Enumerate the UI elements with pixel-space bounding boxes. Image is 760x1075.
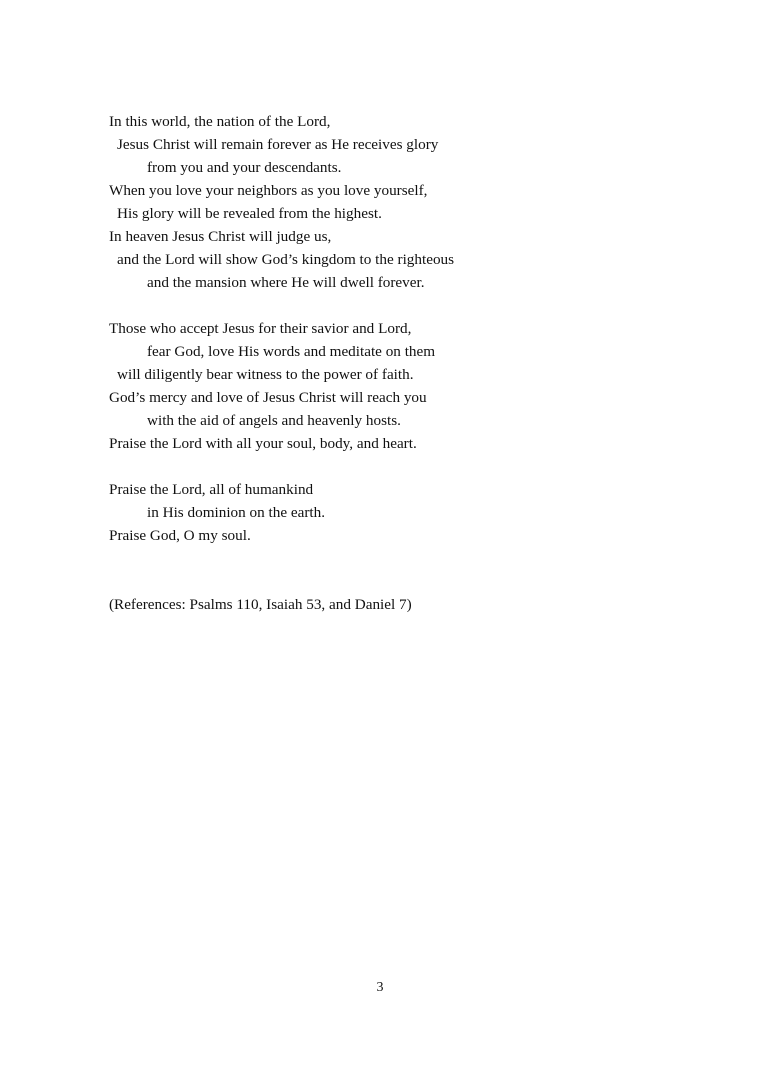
poem-line: and the mansion where He will dwell forever. — [147, 274, 425, 291]
page-number: 3 — [376, 980, 384, 995]
poem-line: fear God, love His words and meditate on them — [147, 343, 436, 360]
stanza-spacer — [109, 455, 669, 478]
poem-line: When you love your neighbors as you love yourself, — [109, 182, 428, 199]
poem-line: with the aid of angels and heavenly hosts. — [147, 412, 401, 429]
references-spacer — [109, 547, 669, 593]
poem-line: will diligently bear witness to the power of faith. — [117, 366, 414, 383]
stanza-2 — [109, 317, 669, 455]
poem-line: in His dominion on the earth. — [147, 504, 326, 521]
poem-line: Praise God, O my soul. — [109, 527, 251, 544]
poem-line: Jesus Christ will remain forever as He receives glory — [117, 136, 439, 153]
stanza-spacer — [109, 294, 669, 317]
poem-line: from you and your descendants. — [147, 159, 342, 176]
poem-line: In this world, the nation of the Lord, — [109, 113, 331, 130]
poem-line: God’s mercy and love of Jesus Christ will reach you — [109, 389, 427, 406]
stanza-1 — [109, 110, 669, 294]
poem-line: Those who accept Jesus for their savior and Lord, — [109, 320, 412, 337]
poem-line: Praise the Lord with all your soul, body, and heart. — [109, 435, 417, 452]
poem-line: and the Lord will show God’s kingdom to the righteous — [117, 251, 455, 268]
poem-line: In heaven Jesus Christ will judge us, — [109, 228, 332, 245]
poem-line: Praise the Lord, all of humankind — [109, 481, 314, 498]
references-note: (References: Psalms 110, Isaiah 53, and Daniel 7) — [109, 596, 412, 613]
poem-line: His glory will be revealed from the highest. — [117, 205, 382, 222]
poem-body — [109, 110, 669, 616]
stanza-3 — [109, 478, 669, 547]
